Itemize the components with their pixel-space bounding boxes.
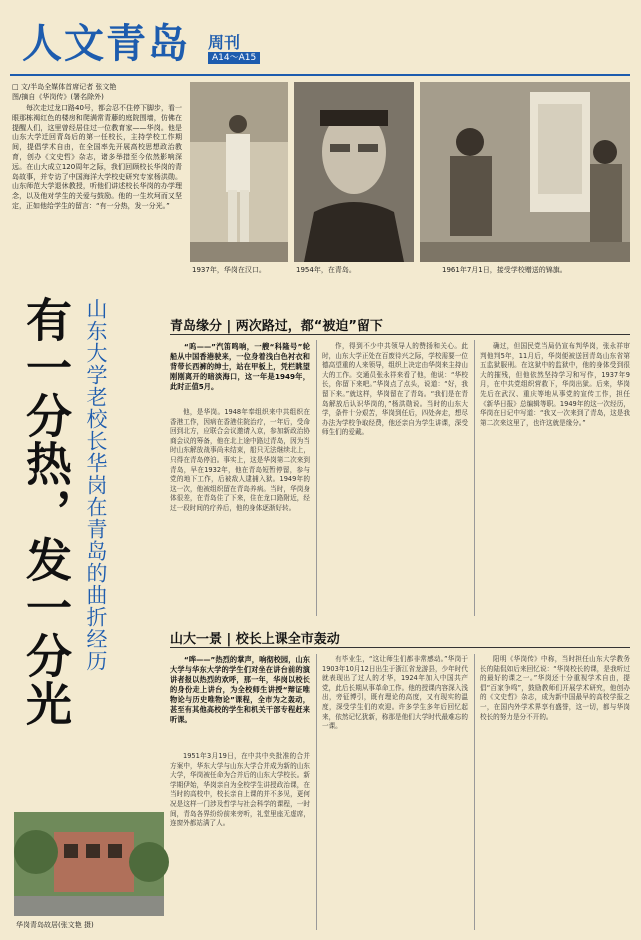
masthead-pages: A14～A15: [208, 52, 260, 64]
section1-title: 青岛缘分 | 两次路过，都“被迫”留下: [170, 319, 383, 334]
section2-divider-2: [474, 654, 475, 930]
photo-residence-image: [14, 812, 164, 916]
masthead-title: 人文青岛: [22, 21, 190, 67]
photo-banner-1961: [420, 82, 630, 262]
photo-1937-image: [190, 82, 288, 262]
section2-divider-1: [316, 654, 317, 930]
section1-col2: 作，得到不少中共领导人的赞扬和关心。此时，山东大学正处在百废待兴之际，学校需要一位德高望重的人来领导，组织上决定由华岗来主持山大的工作。交通员张永祥来看了他，他说：“华校长，你留下来吧。”华岗点了点头，说道：“好，我留下来。”就这样，华岗留在了青岛。“我们是在青岛解放后认识华岗的，”杨洪勋说。当时的山东大学，条件十分艰苦，华岗到任后，四处奔走，想尽办法为学校争取经费，他还亲自为学生讲课，深受师生们的爱戴。: [322, 342, 468, 437]
photo-1961-caption: 1961年7月1日，接受学校赠送的锦旗。: [442, 266, 567, 274]
photo-1954-image: [294, 82, 414, 262]
photo-residence-caption: 华岗青岛故居(张文艳 摄): [16, 921, 94, 929]
section1-divider-1: [316, 340, 317, 616]
section2-col3: 阳明《华岗传》中称，当时担任山东大学教务长的陆侃如后来回忆说：“华岗校长的课，是我听过的最好的课之一。”华岗还十分重视学术自由，提倡“百家争鸣”，鼓励教师们开展学术研究，他创办的《文史哲》杂志，成为新中国最早的高校学报之一，在国内外学术界享有盛誉，这一切，都与华岗校长的努力是分不开的。: [480, 655, 630, 721]
section2-col2: 有毕业生，“这让师生们都非常感动。”华岗于1903年10月12日出生于浙江省龙游县，少年时代就表现出了过人的才华，1924年加入中国共产党，此后长期从事革命工作。他的授课内容深入浅出，旁征博引，既有理论的高度，又有现实的温度，深受学生们的欢迎。许多学生多年后回忆起来，依然记忆犹新，称那是他们大学时代最难忘的一课。: [322, 655, 468, 731]
section2-lead: “哗——”热烈的掌声，响彻校园，山东大学与华东大学的学生们对坐在讲台前的演讲者报以热烈的欢呼，那一年，华岗以校长的身份走上讲台，为全校师生讲授“辩证唯物论与历史唯物论”课程，全市为之轰动，甚至有其他高校的学生和机关干部专程赶来听课。: [170, 655, 310, 724]
masthead-weekly: 周刊: [208, 33, 241, 52]
photo-huagang-1954: [294, 82, 414, 262]
photo-1954-caption: 1954年，在青岛。: [296, 266, 356, 274]
section2-rule: [170, 647, 630, 648]
section1-rule: [170, 334, 630, 335]
section1-divider-2: [474, 340, 475, 616]
photo-huagang-1937: [190, 82, 288, 262]
section2-col1: 1951年3月19日，在中共中央批准的合并方案中，华东大学与山东大学合并成为新的山东大学，华岗被任命为合并后的山东大学校长。新学期伊始，华岗亲自为全校学生讲授政治课，在当时的高校中，校长亲自上课的并不多见，更何况是这样一门涉及哲学与社会科学的课程，一时间，青岛各界纷纷前来旁听，礼堂里座无虚席，连窗外都站满了人。: [170, 752, 310, 828]
main-headline: 有一分热，发一分光: [19, 296, 73, 728]
section2-title: 山大一景 | 校长上课全市轰动: [170, 632, 340, 647]
section1-col1: 他，是华岗。1948年奉组织来中共组织在香港工作，因病在香港住院治疗，一年后，受命回到北方，应联合会议邀请入京，参加新政治协商会议的筹备，他在北上途中路过青岛，因为当时山东解放战事尚未结束，船只无法继续北上，只得在青岛停泊。事实上，这是华岗第二次来到青岛，早在1932年，他在青岛短暂停留，参与党的地下工作，后被敌人逮捕入狱。1949年的这一次，他被组织留在青岛养病。当时，华岗身体很差，在青岛住了下来，住在龙口路附近，经过一段时间的疗养后，他的身体逐渐好转。: [170, 408, 310, 512]
byline: [12, 82, 182, 102]
masthead-rule: [10, 74, 630, 76]
section1-lead: “呜——”汽笛鸣响，一艘“科隆号”轮船从中国香港驶来，一位身着浅白色衬衣和背带长西裤的绅士，站在甲板上，凭栏眺望刚刚离开的暗淡海口，这一年是1949年，此时正值5月。: [170, 342, 310, 391]
photo-1961-image: [420, 82, 630, 262]
intro-paragraph: 每次走过龙口路40号，都会忍不住停下脚步，看一眼那栋褐红色的楼房和爬满常青藤的庭院围墙，仿佛在提醒人们，这里曾经居住过一位教育家——华岗。他是山东大学迁回青岛后的第一任校长，主持学校工作期间，提倡学术自由，在全国率先开展高校思想政治教育，创办《文史哲》杂志，诸多举措至今依然影响深远。在山大成立120周年之际，我们回顾校长华岗的青岛故事，并专访了中国海洋大学校史研究专家杨洪勋。山东师范大学退休教授，听他们讲述校长华岗的办学理念，以及他对学生的关爱与鼓励。他的一生坎坷而又坚定，正如他给学生的留言：“有一分热，发一分光。”: [12, 104, 182, 210]
photo-former-residence: [14, 812, 164, 916]
sub-headline: 山东大学老校长华岗在青岛的曲折经历: [84, 298, 108, 672]
byline-photo: 图/摘自《华岗传》(署名除外): [12, 93, 104, 101]
byline-writer: □ 文/半岛全媒体首席记者 张文艳: [12, 83, 117, 91]
photo-1937-caption: 1937年，华岗在汉口。: [192, 266, 266, 274]
section1-col3: 确过，但国民党当局仍宣布判华岗，张永祥审判他判5年，11月后，华岗便被送回青岛山东省第五监狱服刑。在这狱中的监狱中，他的身体受到很大的摧残，但他依然坚持学习和写作，1937年9月，在中共党组织营救下，华岗出狱。后来，华岗先后在武汉、重庆等地从事党的宣传工作，担任《新华日报》总编辑等职。1949年的这一次经历，华岗在日记中写道：“我又一次来到了青岛，这是我第二次来这里了，也许这就是缘分。”: [480, 342, 630, 427]
